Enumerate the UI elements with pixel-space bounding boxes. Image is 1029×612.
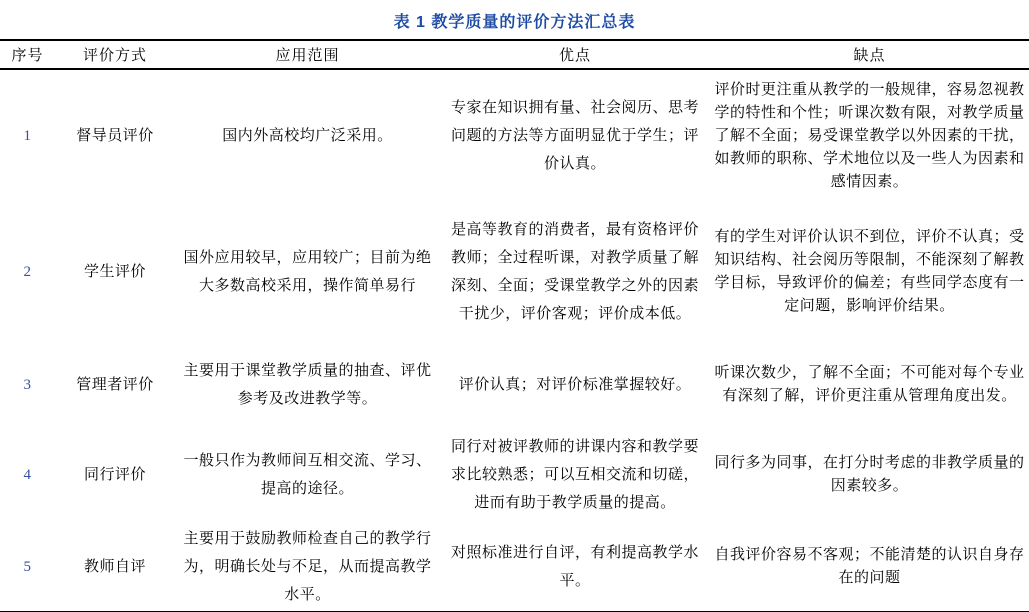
table-row xyxy=(0,69,1029,202)
cell-scope: 主要用于鼓励教师检查自己的教学行为，明确长处与不足，从而提高教学水平。 xyxy=(183,531,432,603)
cell-scope: 一般只作为教师间互相交流、学习、提高的途径。 xyxy=(183,453,432,497)
cell-number: 3 xyxy=(23,376,32,393)
cell-disadvantages: 有的学生对评价认识不到位，评价不认真；受知识结构、社会阅历等限制，不能深刻了解教学目标，导致评价的偏差；有些同学态度有一定问题，影响评价结果。 xyxy=(714,229,1025,314)
evaluation-methods-table xyxy=(0,39,1029,612)
cell-number: 2 xyxy=(23,264,32,280)
cell-method: 管理者评价 xyxy=(76,376,154,393)
cell-disadvantages: 听课次数少，了解不全面；不可能对每个专业有深刻了解，评价更注重从管理角度出发。 xyxy=(714,364,1025,404)
cell-advantages: 是高等教育的消费者，最有资格评价教师；全过程听课，对教学质量了解深刻、全面；受课堂教学之外的因素干扰少，评价客观；评价成本低。 xyxy=(450,222,699,322)
cell-disadvantages: 自我评价容易不客观；不能清楚的认识自身存在的问题 xyxy=(714,547,1025,586)
column-header-disadvantages: 缺点 xyxy=(710,40,1029,69)
cell-scope: 国内外高校均广泛采用。 xyxy=(222,128,393,144)
column-header-method: 评价方式 xyxy=(55,40,175,69)
table-row xyxy=(0,342,1029,427)
column-header-advantages: 优点 xyxy=(440,40,710,69)
cell-number: 4 xyxy=(23,467,32,483)
table-header-row xyxy=(0,40,1029,69)
cell-number: 1 xyxy=(23,128,32,144)
table-row xyxy=(0,427,1029,523)
cell-scope: 国外应用较早，应用较广；目前为绝大多数高校采用，操作简单易行 xyxy=(183,250,432,294)
cell-advantages: 评价认真；对评价标准掌握较好。 xyxy=(458,376,692,393)
cell-advantages: 专家在知识拥有量、社会阅历、思考问题的方法等方面明显优于学生；评价认真。 xyxy=(450,100,699,172)
table-row xyxy=(0,523,1029,612)
cell-scope: 主要用于课堂教学质量的抽查、评优参考及改进教学等。 xyxy=(183,362,432,407)
cell-method: 督导员评价 xyxy=(76,128,154,144)
table-row xyxy=(0,202,1029,342)
cell-method: 学生评价 xyxy=(83,264,146,280)
cell-number: 5 xyxy=(23,559,32,575)
table-body xyxy=(0,69,1029,612)
cell-advantages: 对照标准进行自评，有利提高教学水平。 xyxy=(450,545,699,589)
column-header-scope: 应用范围 xyxy=(175,40,440,69)
table-caption: 表 1 教学质量的评价方法汇总表 xyxy=(393,14,636,31)
cell-disadvantages: 同行多为同事，在打分时考虑的非教学质量的因素较多。 xyxy=(714,455,1025,494)
cell-disadvantages: 评价时更注重从教学的一般规律，容易忽视教学的特性和个性；听课次数有限，对教学质量了解不全面；易受课堂教学以外因素的干扰，如教师的职称、学术地位以及一些人为因素和感情因素。 xyxy=(714,81,1025,190)
cell-method: 同行评价 xyxy=(83,467,146,483)
cell-advantages: 同行对被评教师的讲课内容和教学要求比较熟悉；可以互相交流和切磋，进而有助于教学质量的提高。 xyxy=(450,439,699,511)
column-header-number: 序号 xyxy=(0,40,55,69)
cell-method: 教师自评 xyxy=(83,559,146,575)
